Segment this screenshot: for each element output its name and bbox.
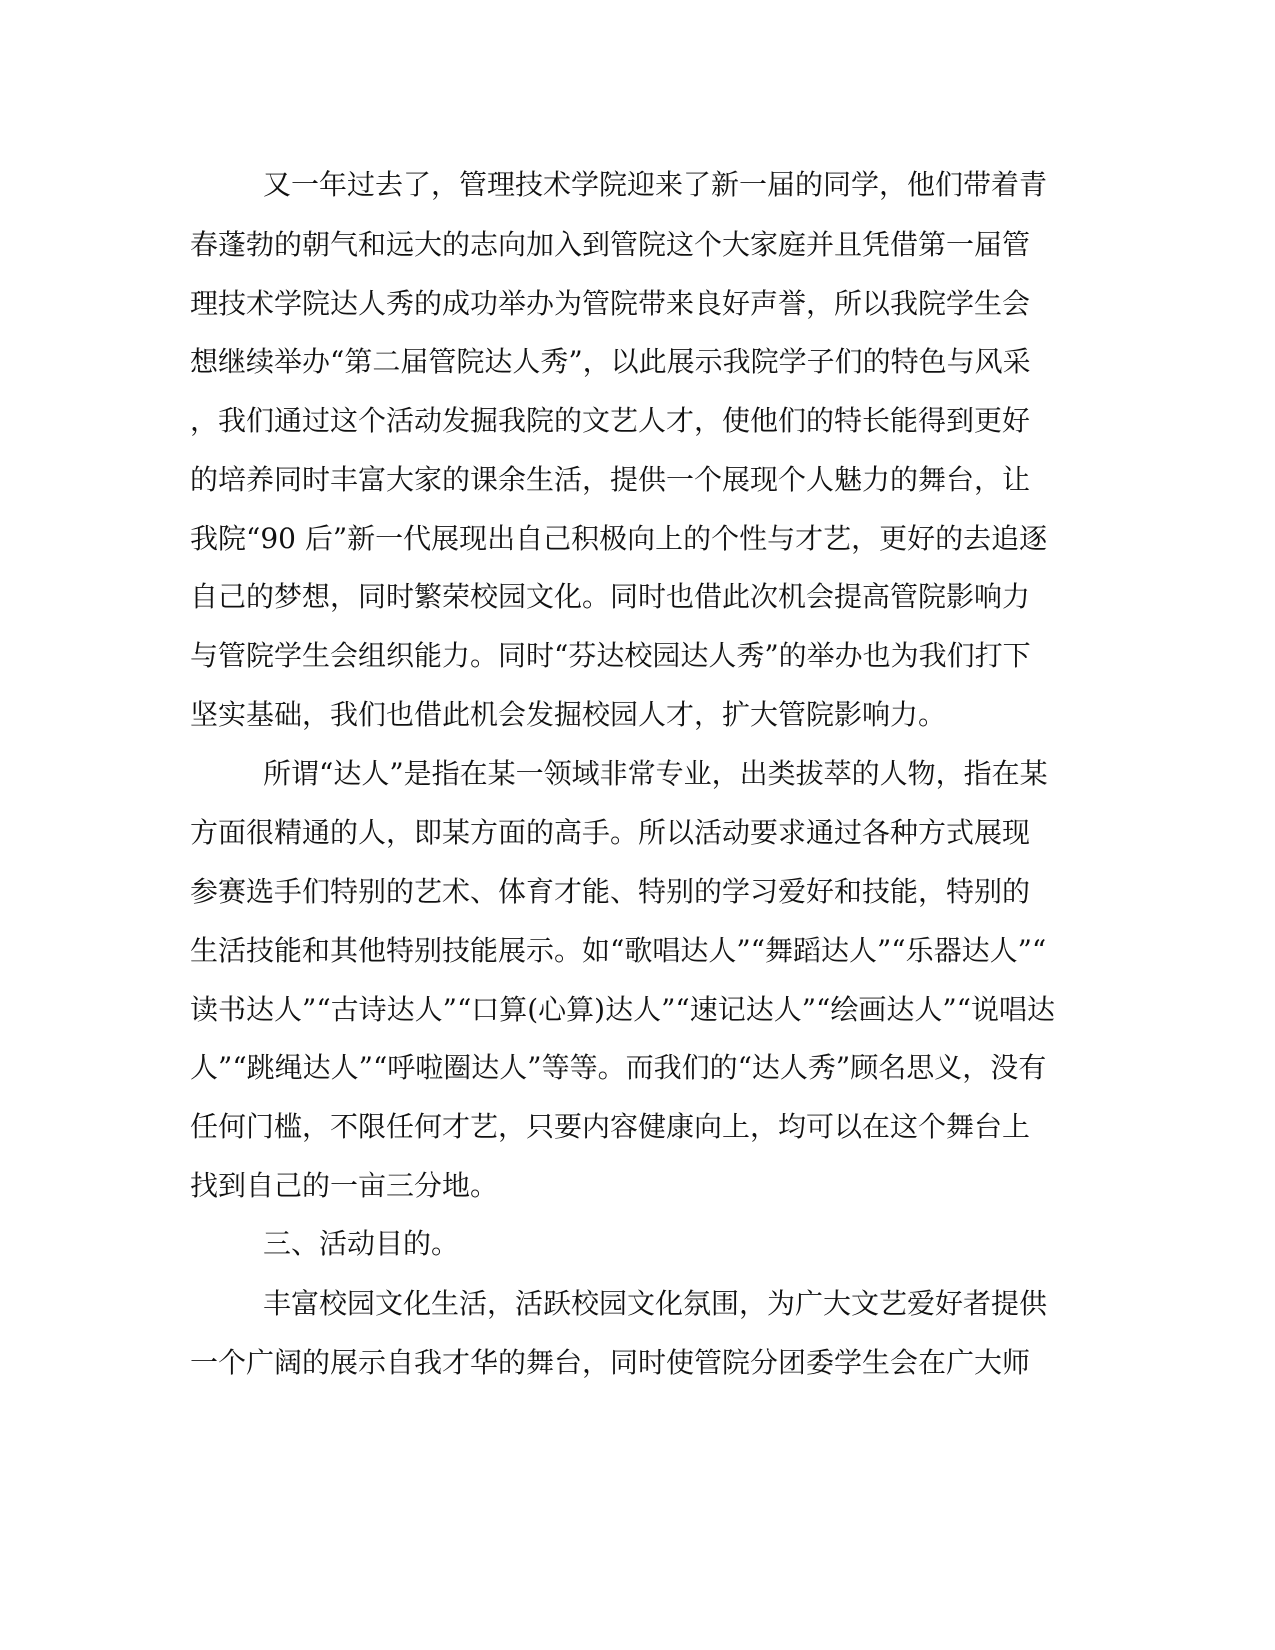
paragraph-line: 读书达人”“古诗达人”“口算(心算)达人”“速记达人”“绘画达人”“说唱达 (190, 993, 1055, 1026)
paragraph-line: 生活技能和其他特别技能展示。如“歌唱达人”“舞蹈达人”“乐器达人”“ (190, 934, 1047, 967)
paragraph-line: 人”“跳绳达人”“呼啦圈达人”等等。而我们的“达人秀”顾名思义，没有 (190, 1051, 1047, 1084)
paragraph-line: 任何门槛，不限任何才艺，只要内容健康向上，均可以在这个舞台上 (190, 1110, 1031, 1143)
paragraph-line: 参赛选手们特别的艺术、体育才能、特别的学习爱好和技能，特别的 (190, 875, 1031, 908)
paragraph-line: 又一年过去了，管理技术学院迎来了新一届的同学，他们带着青 (263, 168, 1048, 201)
paragraph-line: ，我们通过这个活动发掘我院的文艺人才，使他们的特长能得到更好 (190, 404, 1031, 437)
paragraph-line: 所谓“达人”是指在某一领域非常专业，出类拔萃的人物，指在某 (263, 757, 1048, 790)
paragraph-line: 方面很精通的人，即某方面的高手。所以活动要求通过各种方式展现 (190, 816, 1031, 849)
section-heading: 三、活动目的。 (263, 1227, 460, 1260)
paragraph-line: 理技术学院达人秀的成功举办为管院带来良好声誉，所以我院学生会 (190, 287, 1031, 320)
paragraph-line: 春蓬勃的朝气和远大的志向加入到管院这个大家庭并且凭借第一届管 (190, 228, 1031, 261)
paragraph-line: 一个广阔的展示自我才华的舞台，同时使管院分团委学生会在广大师 (190, 1346, 1031, 1379)
paragraph-line: 找到自己的一亩三分地。 (190, 1169, 499, 1202)
paragraph-line: 我院“90 后”新一代展现出自己积极向上的个性与才艺，更好的去追逐 (190, 522, 1048, 555)
paragraph-line: 自己的梦想，同时繁荣校园文化。同时也借此次机会提高管院影响力 (190, 580, 1031, 613)
paragraph-line: 想继续举办“第二届管院达人秀”，以此展示我院学子们的特色与风采 (190, 345, 1031, 378)
paragraph-line: 与管院学生会组织能力。同时“芬达校园达人秀”的举办也为我们打下 (190, 639, 1031, 672)
paragraph-line: 丰富校园文化生活，活跃校园文化氛围，为广大文艺爱好者提供 (263, 1287, 1048, 1320)
paragraph-line: 的培养同时丰富大家的课余生活，提供一个展现个人魅力的舞台，让 (190, 463, 1031, 496)
paragraph-line: 坚实基础，我们也借此机会发掘校园人才，扩大管院影响力。 (190, 698, 947, 731)
